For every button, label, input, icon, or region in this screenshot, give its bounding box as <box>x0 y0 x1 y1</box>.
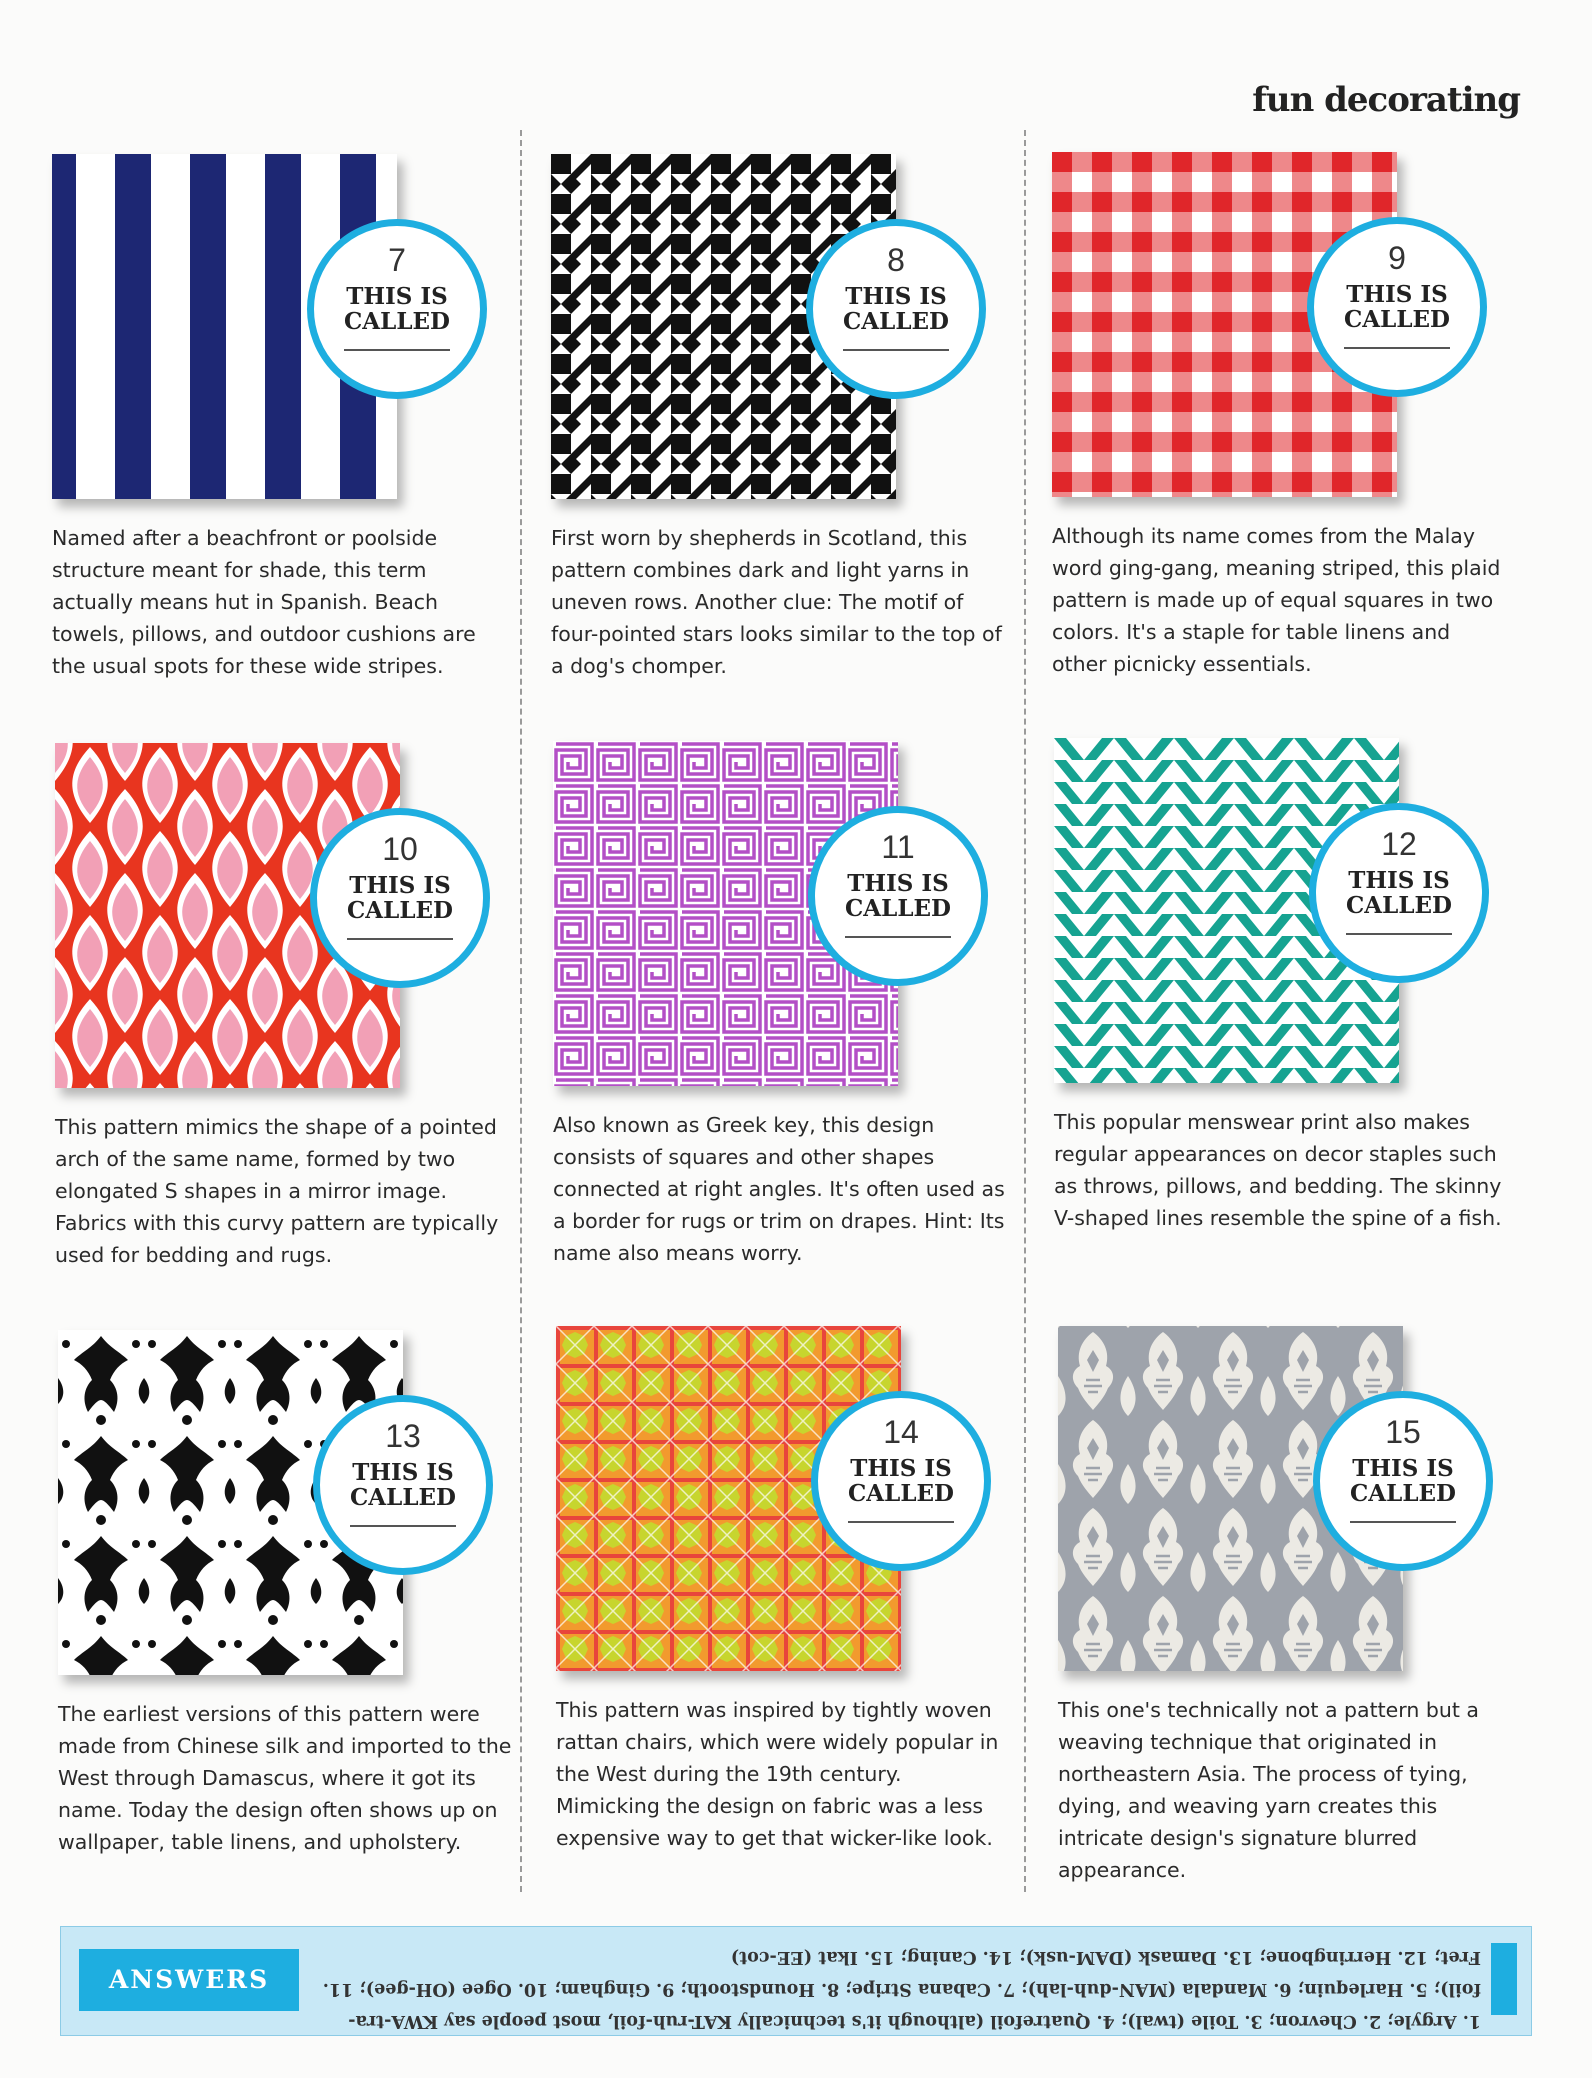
pattern-description: This pattern was inspired by tightly woven rattan chairs, which were widely popular in the West during the 19th century. Mimicking the design on fabric was a less expensive way to get that wicker-like look. <box>556 1698 999 1850</box>
question-number: 12 <box>1381 826 1417 862</box>
pattern-item-10 <box>55 743 515 1303</box>
question-badge <box>811 1391 991 1571</box>
question-number: 7 <box>388 242 406 278</box>
column-divider-right <box>1024 130 1026 1892</box>
pattern-item-12 <box>1054 738 1514 1298</box>
question-number: 13 <box>385 1418 421 1454</box>
pattern-description: First worn by shepherds in Scotland, this pattern combines dark and light yarns in uneven rows. Another clue: The motif of four-pointed stars looks similar to the top of a dog's chomper. <box>551 526 1002 678</box>
pattern-description: Also known as Greek key, this design consists of squares and other shapes connected at right angles. It's often used as a border for rugs or trim on drapes. Hint: Its name also means worry. <box>553 1113 1005 1265</box>
answers-text-upside-down: 1. Argyle; 2. Chevron; 3. Toile (twal); 4. Quatrefoil (although it's technically KAT-ruh-foil, most people say KWA-tra-foil); 5. Harlequin; 6. Mandala (MAN-duh-lah); 7. Cabana Stripe; 8. Houndstooth; 9. Gingham; 10. Ogee (OH-gee); 11. Fret; 12. Herringbone; 13. Damask (DAM-usk); 14. Caning; 15. Ikat (EE-cot) <box>322 1947 1481 2031</box>
question-number: 8 <box>887 242 905 278</box>
pattern-item-7 <box>52 154 512 714</box>
pattern-description: Named after a beachfront or poolside structure meant for shade, this term actually means hut in Spanish. Beach towels, pillows, and outdoor cushions are the usual spots for these wide stripes. <box>52 526 476 678</box>
badge-label: THIS IS CALLED <box>350 1459 456 1511</box>
question-badge <box>307 219 487 399</box>
pattern-item-15 <box>1058 1326 1518 1886</box>
question-badge <box>806 219 986 399</box>
question-number: 10 <box>382 831 418 867</box>
answer-blank-line[interactable] <box>344 349 450 351</box>
pattern-description: Although its name comes from the Malay word ging-gang, meaning striped, this plaid pattern is made up of equal squares in two colors. It's a staple for table linens and other picnicky essentials. <box>1052 524 1501 676</box>
pattern-item-8 <box>551 154 1011 714</box>
question-number: 15 <box>1385 1414 1421 1450</box>
badge-label: THIS IS CALLED <box>344 283 450 335</box>
answers-box <box>60 1926 1532 2036</box>
answer-blank-line[interactable] <box>1350 1521 1456 1523</box>
answer-blank-line[interactable] <box>1346 933 1452 935</box>
column-divider-left <box>520 130 522 1892</box>
question-badge <box>1309 803 1489 983</box>
pattern-description: This one's technically not a pattern but a weaving technique that originated in northeastern Asia. The process of tying, dying, and weaving yarn creates this intricate design's signature blurred appearance. <box>1058 1698 1479 1882</box>
question-badge <box>1313 1391 1493 1571</box>
section-header: fun decorating <box>1252 80 1520 120</box>
pattern-item-11 <box>553 741 1013 1301</box>
badge-label: THIS IS CALLED <box>845 870 951 922</box>
pattern-description: This popular menswear print also makes regular appearances on decor staples such as throws, pillows, and bedding. The skinny V-shaped lines resemble the spine of a fish. <box>1054 1110 1502 1230</box>
question-badge <box>313 1395 493 1575</box>
badge-label: THIS IS CALLED <box>1350 1455 1456 1507</box>
question-number: 14 <box>883 1414 919 1450</box>
badge-label: THIS IS CALLED <box>1344 281 1450 333</box>
pattern-description: The earliest versions of this pattern were made from Chinese silk and imported to the West through Damascus, where it got its name. Today the design often shows up on wallpaper, table linens, and upholstery. <box>58 1702 512 1854</box>
badge-label: THIS IS CALLED <box>1346 867 1452 919</box>
question-number: 9 <box>1388 240 1406 276</box>
badge-label: THIS IS CALLED <box>843 283 949 335</box>
answers-label: ANSWERS <box>79 1949 299 2011</box>
pattern-description: This pattern mimics the shape of a pointed arch of the same name, formed by two elongated S shapes in a mirror image. Fabrics with this curvy pattern are typically used for bedding and rugs. <box>55 1115 499 1267</box>
pattern-item-13 <box>58 1330 518 1890</box>
pattern-item-14 <box>556 1326 1016 1886</box>
answer-blank-line[interactable] <box>350 1525 456 1527</box>
question-number: 11 <box>881 829 915 865</box>
question-badge <box>1307 217 1487 397</box>
answer-blank-line[interactable] <box>848 1521 954 1523</box>
answer-blank-line[interactable] <box>347 938 453 940</box>
pattern-item-9 <box>1052 152 1512 712</box>
badge-label: THIS IS CALLED <box>848 1455 954 1507</box>
answer-blank-line[interactable] <box>843 349 949 351</box>
question-badge <box>808 806 988 986</box>
answer-blank-line[interactable] <box>1344 347 1450 349</box>
question-badge <box>310 808 490 988</box>
badge-label: THIS IS CALLED <box>347 872 453 924</box>
answers-accent-tab <box>1491 1943 1517 2015</box>
answer-blank-line[interactable] <box>845 936 951 938</box>
